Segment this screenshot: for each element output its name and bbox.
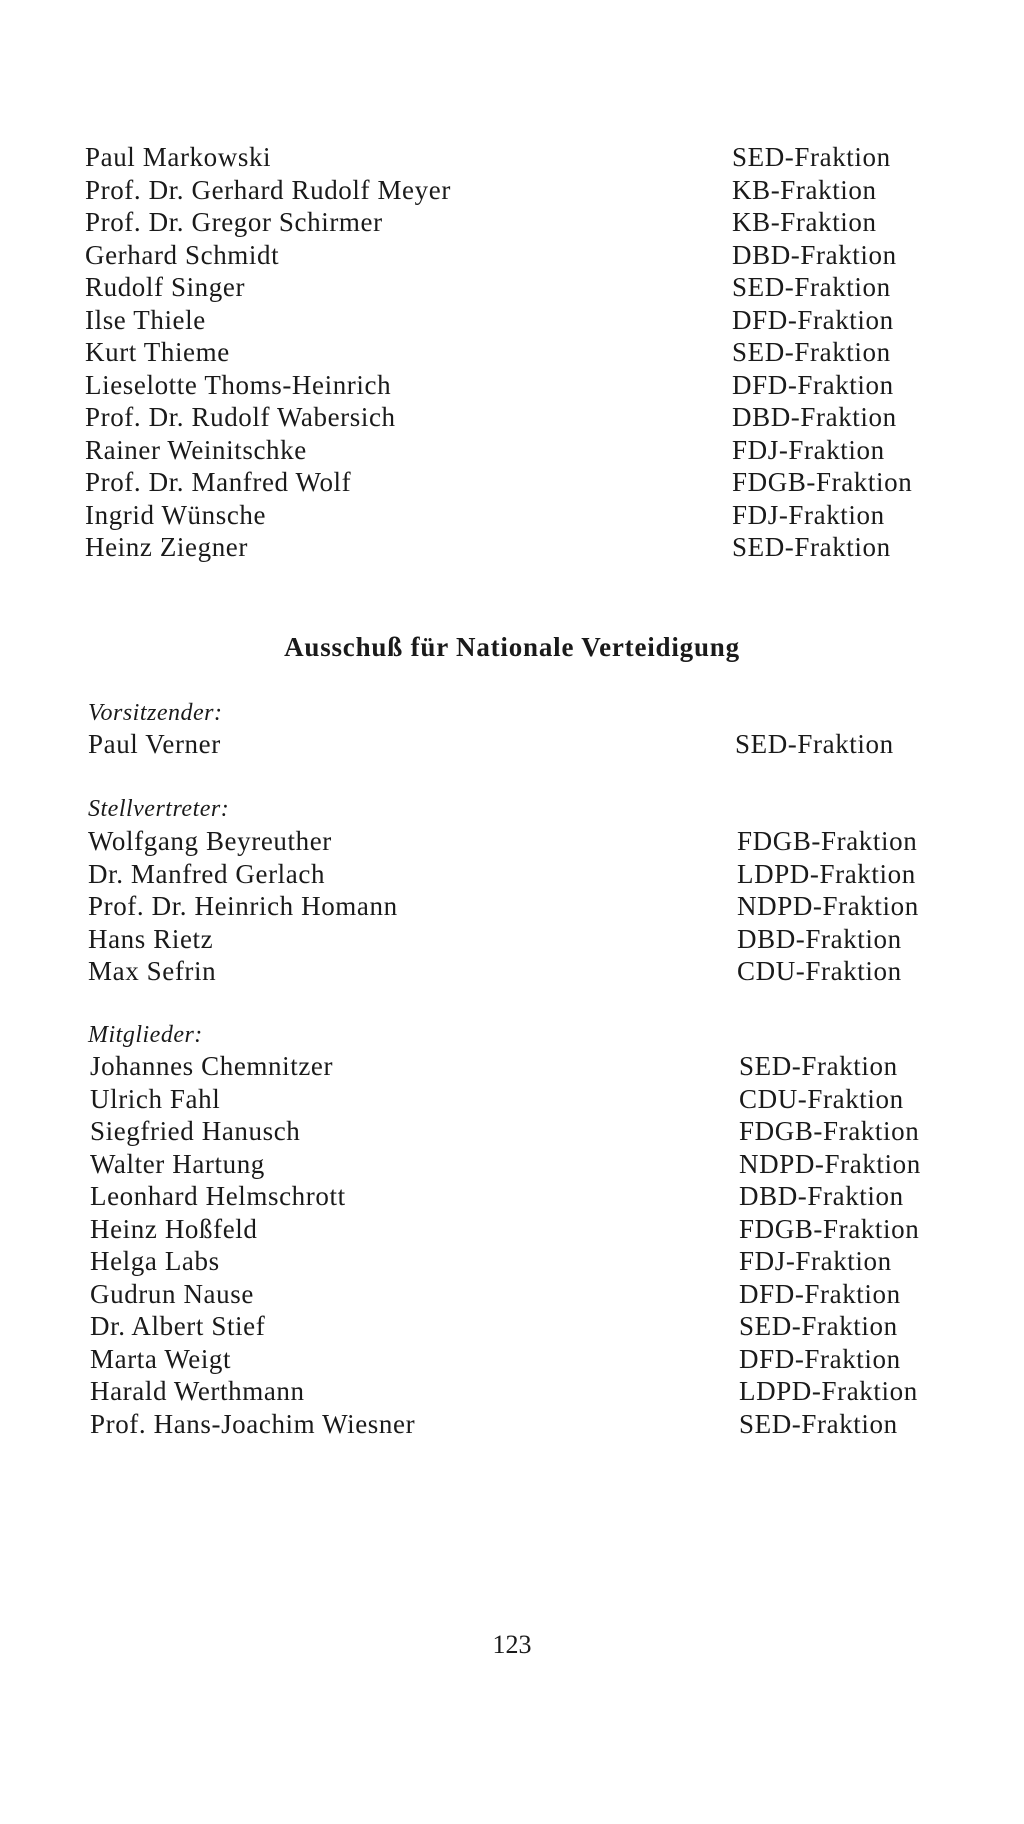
page-number: 123 — [492, 1630, 532, 1659]
member-row — [85, 304, 937, 337]
member-name: Prof. Dr. Heinrich Homann — [88, 891, 398, 921]
member-faction: SED-Fraktion — [739, 1311, 898, 1341]
member-name: Harald Werthmann — [90, 1376, 305, 1406]
member-row — [88, 728, 940, 761]
member-name: Prof. Hans-Joachim Wiesner — [90, 1408, 416, 1439]
member-name: Walter Hartung — [90, 1148, 265, 1179]
member-row — [90, 1278, 944, 1311]
member-faction: FDGB-Fraktion — [732, 467, 913, 497]
member-row — [90, 1375, 944, 1408]
member-row — [90, 1310, 944, 1343]
member-row — [88, 858, 942, 891]
member-name: Rainer Weinitschke — [85, 434, 307, 465]
member-row — [85, 206, 937, 239]
member-row — [85, 369, 937, 402]
member-faction: LDPD-Fraktion — [739, 1376, 918, 1406]
member-faction: SED-Fraktion — [739, 1051, 898, 1081]
member-name: Heinz Hoßfeld — [90, 1213, 258, 1244]
member-faction: NDPD-Fraktion — [739, 1148, 921, 1179]
member-name: Siegfried Hanusch — [90, 1116, 301, 1146]
member-faction: KB-Fraktion — [732, 207, 877, 237]
member-row — [90, 1050, 944, 1083]
member-faction: DFD-Fraktion — [732, 369, 894, 400]
member-faction: DBD-Fraktion — [737, 923, 902, 954]
member-name: Prof. Dr. Rudolf Wabersich — [85, 402, 396, 432]
member-row — [85, 499, 937, 532]
member-faction: DFD-Fraktion — [739, 1343, 901, 1374]
member-faction: FDJ-Fraktion — [732, 434, 885, 465]
member-faction: FDJ-Fraktion — [739, 1246, 892, 1276]
member-row — [88, 923, 942, 956]
member-row — [88, 825, 942, 858]
member-faction: DBD-Fraktion — [732, 239, 897, 270]
member-row — [85, 239, 937, 272]
member-faction: DBD-Fraktion — [732, 402, 897, 432]
deputies-label: Stellvertreter: — [88, 796, 230, 822]
member-name: Prof. Dr. Gerhard Rudolf Meyer — [85, 174, 451, 205]
member-name: Johannes Chemnitzer — [90, 1051, 334, 1081]
member-faction: LDPD-Fraktion — [737, 858, 916, 889]
member-name: Ingrid Wünsche — [85, 499, 267, 530]
member-faction: DBD-Fraktion — [739, 1181, 904, 1211]
member-row — [85, 401, 937, 434]
member-row — [90, 1148, 944, 1181]
member-faction: SED-Fraktion — [739, 1408, 898, 1439]
member-faction: SED-Fraktion — [732, 142, 891, 172]
deputies-list — [88, 825, 942, 988]
member-faction: SED-Fraktion — [732, 272, 891, 302]
committee-heading: Ausschuß für Nationale Verteidigung — [284, 632, 740, 662]
member-name: Ulrich Fahl — [90, 1083, 221, 1114]
member-row — [85, 271, 937, 304]
member-row — [85, 174, 937, 207]
member-faction: DFD-Fraktion — [739, 1278, 901, 1309]
member-faction: DFD-Fraktion — [732, 304, 894, 335]
member-name: Prof. Dr. Gregor Schirmer — [85, 207, 383, 237]
member-name: Paul Verner — [88, 729, 221, 759]
member-row — [90, 1213, 944, 1246]
member-name: Ilse Thiele — [85, 304, 206, 335]
member-faction: CDU-Fraktion — [737, 956, 902, 986]
member-name: Helga Labs — [90, 1246, 220, 1276]
member-list-continued — [85, 141, 937, 564]
member-name: Wolfgang Beyreuther — [88, 826, 332, 856]
member-name: Leonhard Helmschrott — [90, 1181, 346, 1211]
members-label: Mitglieder: — [88, 1022, 203, 1048]
member-faction: KB-Fraktion — [732, 174, 877, 205]
member-name: Rudolf Singer — [85, 272, 246, 302]
member-name: Marta Weigt — [90, 1343, 232, 1374]
chair-label: Vorsitzender: — [88, 700, 223, 726]
member-row — [85, 434, 937, 467]
member-name: Dr. Albert Stief — [90, 1311, 266, 1341]
member-row — [90, 1343, 944, 1376]
member-row — [88, 890, 942, 923]
member-faction: SED-Fraktion — [732, 532, 891, 562]
member-faction: FDGB-Fraktion — [739, 1213, 920, 1244]
member-name: Lieselotte Thoms-Heinrich — [85, 369, 392, 400]
member-row — [90, 1180, 944, 1213]
member-row — [90, 1083, 944, 1116]
member-row — [85, 466, 937, 499]
member-faction: CDU-Fraktion — [739, 1083, 904, 1114]
member-name: Gudrun Nause — [90, 1278, 254, 1309]
member-row — [85, 141, 937, 174]
member-faction: FDGB-Fraktion — [737, 826, 918, 856]
member-name: Prof. Dr. Manfred Wolf — [85, 467, 352, 497]
member-faction: SED-Fraktion — [735, 729, 894, 759]
member-row — [85, 336, 937, 369]
member-faction: FDJ-Fraktion — [732, 499, 885, 530]
member-name: Gerhard Schmidt — [85, 239, 280, 270]
member-name: Kurt Thieme — [85, 337, 230, 367]
member-faction: NDPD-Fraktion — [737, 891, 919, 921]
member-row — [90, 1115, 944, 1148]
members-list — [90, 1050, 944, 1440]
member-name: Dr. Manfred Gerlach — [88, 858, 326, 889]
member-row — [90, 1408, 944, 1441]
member-row — [85, 531, 937, 564]
member-faction: SED-Fraktion — [732, 337, 891, 367]
member-row — [90, 1245, 944, 1278]
member-name: Paul Markowski — [85, 142, 272, 172]
member-name: Hans Rietz — [88, 923, 214, 954]
member-name: Max Sefrin — [88, 956, 217, 986]
member-name: Heinz Ziegner — [85, 532, 248, 562]
member-row — [88, 955, 942, 988]
member-faction: FDGB-Fraktion — [739, 1116, 920, 1146]
chair-list — [88, 728, 940, 761]
